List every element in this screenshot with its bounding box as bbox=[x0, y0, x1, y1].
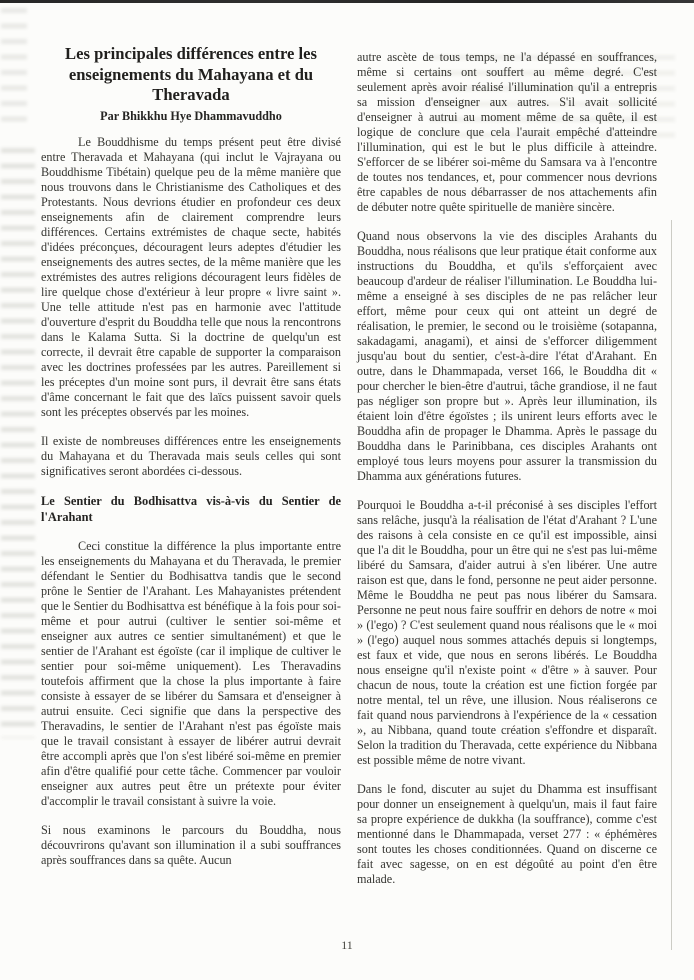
page-number: 11 bbox=[341, 938, 353, 952]
article-author: Par Bhikkhu Hye Dhammavuddho bbox=[100, 108, 282, 123]
paragraph: Le Bouddhisme du temps présent peut être divisé entre Theravada et Mahayana (qui inclut le Vajrayana ou Bouddhisme Tibétain) quelque peu de la même manière que nous trouvons dans le Christianisme des Catholiques et des Protestants. Nous devrions étudier en profondeur ces deux enseignements afin de clairement comprendre leurs différences. Certains extrémistes de chaque secte, habités d'idées préconçues, découragent leurs adeptes d'étudier les enseignements des autres sectes, de la même manière que les extrémistes des autres religions découragent leurs fidèles de lire quelque chose d'extérieur à leur propre « livre saint ». Une telle attitude n'est pas en harmonie avec l'attitude d'ouverture d'esprit du Bouddha telle que nous la rencontrons dans le Kalama Sutta. Si la doctrine de quelqu'un est correcte, il devrait être capable de supporter la comparaison avec les doctrines professées par les autres. Pareillement si les préceptes d'un moine sont purs, il devrait être sans états d'âme concernant le fait que des laïcs puissent savoir quels sont les préceptes observés par les moines. bbox=[41, 134, 341, 419]
section-heading: Le Sentier du Bodhisattva vis-à-vis du Sentier de l'Arahant bbox=[41, 493, 341, 524]
article-title: Les principales différences entre les enseignements du Mahayana et du Theravada bbox=[65, 44, 317, 104]
paragraph: Pourquoi le Bouddha a-t-il préconisé à ses disciples l'effort sans relâche, jusqu'à la réalisation de l'état d'Arahant ? L'une des raisons à cela consiste en ce qu'il est impossible, ainsi que l'a dit le Bouddha, pour un être qui ne s'est pas lui-même libéré du Samsara, d'aider autrui à s'en libérer. Une autre raison est que, dans le fond, personne ne peut aider personne. Même le Bouddha ne peut pas nous libérer du Samsara. Personne ne peut nous faire souffrir en dehors de notre « moi » (l'ego) ? C'est seulement quand nous réalisons que le « moi » (l'ego) auquel nous sommes attachés depuis si longtemps, est faux et vide, que nous en serons libérés. Le Bouddha nous enseigne qu'il n'existe point « d'être » à sauver. Pour chacun de nous, toute la création est une fiction forgée par notre mental, tel un rêve, une illusion. Nous réaliserons ce fait quand nous parviendrons à l'expérience de la « cessation », au Nibbana, quand toute création s'effondre et disparaît. Selon la tradition du Theravada, cette expérience du Nibbana est possible même de notre vivant. bbox=[357, 498, 657, 767]
bleed-through-text bbox=[1, 148, 35, 738]
paragraph: Dans le fond, discuter au sujet du Dhamma est insuffisant pour donner un enseignement à quelqu'un, mais il faut faire sa propre expérience de dukkha (la souffrance), comme c'est mentionné dans le Dhammapada, verset 277 : « éphémères sont toutes les choses conditionnées. Quand on discerne ce fait avec sagesse, on en est dégoûté au point d'en être malade. bbox=[357, 782, 657, 886]
left-column bbox=[41, 44, 341, 882]
paragraph: Quand nous observons la vie des disciples Arahants du Bouddha, nous réalisons que leur pratique était conforme aux instructions du Bouddha, et qu'ils s'efforçaient avec beaucoup d'ardeur de réaliser l'illumination. Le Bouddha lui-même a enseigné à ses disciples de ne pas relâcher leur effort, même pour ceux qui ont atteint un degré de réalisation, le premier, le second ou le troisième (sotapanna, sakadagami, anagami), et ainsi de s'efforcer diligemment jusqu'au bout du sentier, c'est-à-dire l'état d'Arahant. En outre, dans le Dhammapada, verset 166, le Bouddha dit « pour chercher le bien-être d'autrui, tâche grandiose, il ne faut pas négliger son propre but ». Après leur illumination, ils étaient loin d'être égoïstes ; ils unirent leurs efforts avec le Bouddha afin de propager le Dhamma. Après le passage du Bouddha dans le Parinibbana, ces disciples Arahants ont employé tous leurs moyens pour assurer la transmission du Dhamma aux générations futures. bbox=[357, 229, 657, 483]
paragraph: Si nous examinons le parcours du Bouddha, nous découvrirons qu'avant son illumination il a subi souffrances après souffrances dans sa quête. Aucun bbox=[41, 822, 341, 867]
scan-edge-top bbox=[0, 0, 694, 3]
paragraph: Ceci constitue la différence la plus importante entre les enseignements du Mahayana et du Theravada, le premier défendant le Sentier du Bodhisattva tandis que le second prône le Sentier de l'Arahant. Les Mahayanistes prétendent que le Sentier du Bodhisattva est bénéfique à la fois pour soi-même et pour autrui (cultiver le sentier soi-même et enseigner aux autres ce sentier simultanément) et que le sentier de l'Arahant est égoïste (car il implique de cultiver le sentier pour soi-même uniquement). Les Theravadins toutefois affirment que la chose la plus importante à faire consiste à essayer de se libérer du Samsara et d'enseigner à autrui ensuite. Ceci signifie que dans la perspective des Theravadins, le sentier de l'Arahant n'est pas égoïste mais que le travail consistant à essayer de libérer autrui devrait être accompli après que l'on s'est libéré soi-même en premier afin d'être qualifié pour cette tâche. Commencer par vouloir enseigner aux autres peut être un prétexte pour éviter d'accomplir le travail consistant à suivre la voie. bbox=[41, 538, 341, 808]
scan-fold-line bbox=[671, 220, 672, 950]
paragraph: autre ascète de tous temps, ne l'a dépassé en souffrances, même si certains ont souffert au même degré. C'est seulement après avoir réalisé l'illumination qu'il a entrepris sa mission d'enseigner aux autres. S'il avait sollicité d'enseigner à autrui au moment même de sa quête, il est logique de conclure que cela l'aurait empêché d'atteindre l'illumination, qui est le but le plus difficile à atteindre. S'efforcer de se libérer soi-même du Samsara va à l'encontre de toutes nos tendances, et, pour commencer nous devrions être capables de nous débarrasser de nos attachements afin de débuter notre quête spirituelle de manière sincère. bbox=[357, 50, 657, 214]
right-column bbox=[357, 50, 657, 901]
bleed-through-text bbox=[1, 8, 27, 128]
paragraph: Il existe de nombreuses différences entre les enseignements du Mahayana et du Theravada mais seuls celles qui sont significatives seront abordées ci-dessous. bbox=[41, 433, 341, 478]
